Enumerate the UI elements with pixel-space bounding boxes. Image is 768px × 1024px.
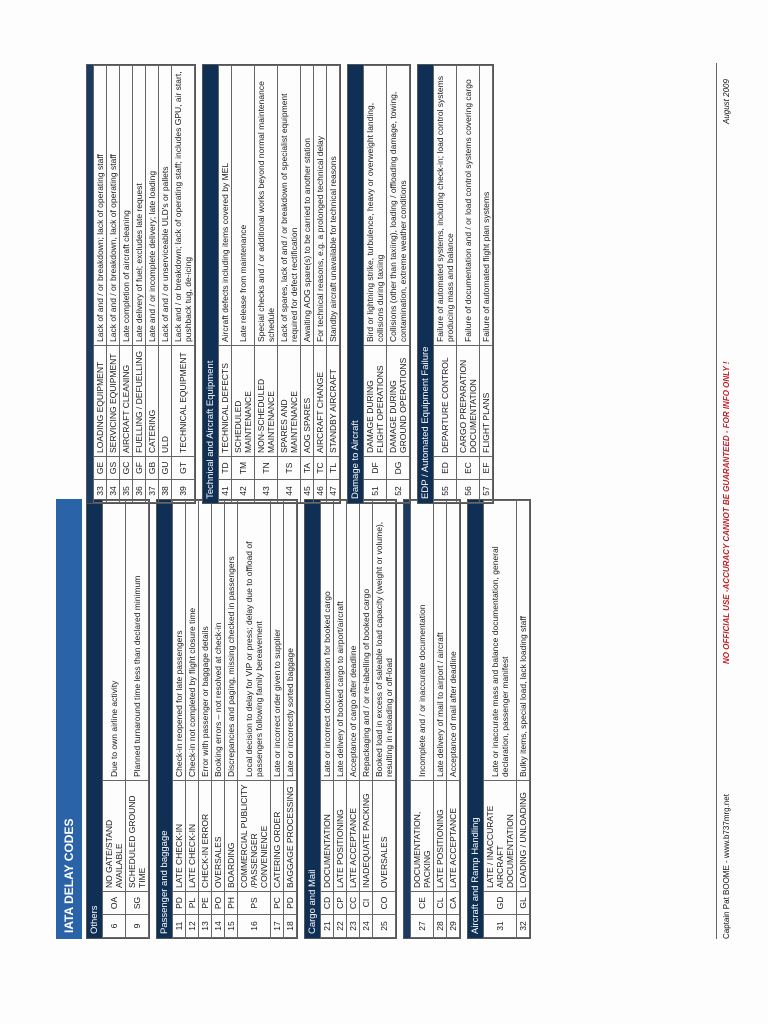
delay-number: 37 xyxy=(146,480,159,503)
delay-name: NON-SCHEDULED MAINTENANCE xyxy=(255,346,278,457)
delay-description: Check-in reopened for late passengers xyxy=(173,501,186,781)
delay-name: LATE POSITIONING xyxy=(334,781,347,892)
delay-description: Incomplete and / or inaccurate documentation xyxy=(411,501,434,781)
table-row xyxy=(225,501,238,938)
delay-code: GE xyxy=(94,457,107,480)
table-row xyxy=(159,66,172,503)
delay-description: Late or incorrect documentation for booked cargo xyxy=(321,501,334,781)
delay-description: Acceptance of mail after deadline xyxy=(447,501,460,781)
delay-code: TN xyxy=(255,457,278,480)
delay-name: BOARDING xyxy=(225,781,238,892)
delay-description: Booked load in excess of saleable load capacity (weight or volume), resulting in reloading or off-load xyxy=(373,501,396,781)
section-heading: Cargo and Mail xyxy=(305,500,320,938)
delay-number: 38 xyxy=(159,480,172,503)
table-row xyxy=(480,66,493,503)
delay-number: 39 xyxy=(172,480,195,503)
delay-description: Lack and / or breakdown; lack of operating staff; includes GPU, air start, pushback tug, de-icing xyxy=(172,66,195,346)
delay-number: 42 xyxy=(232,480,255,503)
delay-description: Late delivery of mail to airport / aircraft xyxy=(434,501,447,781)
delay-code: CD xyxy=(321,892,334,915)
delay-number: 33 xyxy=(94,480,107,503)
page-title: IATA DELAY CODES xyxy=(56,499,82,939)
delay-number: 35 xyxy=(120,480,133,503)
delay-code: GL xyxy=(517,892,530,915)
delay-code: TA xyxy=(301,457,314,480)
table-row xyxy=(238,501,271,938)
table-row xyxy=(94,66,107,503)
delay-description: Local decision to delay for VIP or press; delay due to offload of passengers following family bereavement xyxy=(238,501,271,781)
delay-description: Discrepancies and paging, missing checked in passengers xyxy=(225,501,238,781)
delay-number: 11 xyxy=(173,915,186,938)
delay-number: 43 xyxy=(255,480,278,503)
delay-name: SPARES AND MAINTENANCE xyxy=(278,346,301,457)
table-row xyxy=(411,501,434,938)
delay-name: SCHEDULED MAINTENANCE xyxy=(232,346,255,457)
delay-description: Due to own airline activity xyxy=(103,501,126,781)
delay-description: For technical reasons, e.g. a prolonged technical delay xyxy=(314,66,327,346)
table-row xyxy=(364,66,387,503)
delay-number: 9 xyxy=(126,915,149,938)
footer-divider xyxy=(716,63,717,939)
delay-name: ULD xyxy=(159,346,172,457)
delay-code: EF xyxy=(480,457,493,480)
delay-section xyxy=(304,499,397,939)
delay-name: LATE / INACCURATE AIRCRAFT DOCUMENTATION xyxy=(484,781,517,892)
delay-code: ED xyxy=(434,457,457,480)
left-column xyxy=(86,499,712,939)
table-row xyxy=(373,501,396,938)
table-row xyxy=(278,66,301,503)
delay-name: COMMERCIAL PUBLICITY /PASSENGER CONVENIENCE xyxy=(238,781,271,892)
table-row xyxy=(133,66,146,503)
delay-name: CATERING ORDER xyxy=(271,781,284,892)
delay-table xyxy=(172,500,297,938)
delay-code: EC xyxy=(457,457,480,480)
delay-description: Failure of automated flight plan systems xyxy=(480,66,493,346)
table-row xyxy=(434,66,457,503)
delay-code: PS xyxy=(238,892,271,915)
delay-number: 13 xyxy=(199,915,212,938)
delay-code: PC xyxy=(271,892,284,915)
delay-number: 29 xyxy=(447,915,460,938)
table-row xyxy=(232,66,255,503)
footer-date: August 2009 xyxy=(722,79,731,124)
table-row xyxy=(271,501,284,938)
delay-number: 52 xyxy=(387,480,410,503)
delay-code: DF xyxy=(364,457,387,480)
delay-number: 12 xyxy=(186,915,199,938)
table-row xyxy=(255,66,278,503)
delay-number: 44 xyxy=(278,480,301,503)
delay-description: Acceptance of cargo after deadline xyxy=(347,501,360,781)
delay-name: DAMAGE DURING GROUND OPERATIONS xyxy=(387,346,410,457)
delay-name: AIRCRAFT CLEANING xyxy=(120,346,133,457)
table-row xyxy=(126,501,149,938)
delay-name: CARGO PREPARATION DOCUMENTATION xyxy=(457,346,480,457)
delay-code: GU xyxy=(159,457,172,480)
delay-name: INADEQUATE PACKING xyxy=(360,781,373,892)
delay-number: 55 xyxy=(434,480,457,503)
section-heading: Damage to Aircraft xyxy=(348,65,363,503)
delay-number: 46 xyxy=(314,480,327,503)
delay-code: GT xyxy=(172,457,195,480)
delay-number: 14 xyxy=(212,915,225,938)
delay-number: 47 xyxy=(327,480,340,503)
delay-number: 25 xyxy=(373,915,396,938)
section-heading: EDP / Automated Equipment Failure xyxy=(418,65,433,503)
delay-number: 21 xyxy=(321,915,334,938)
delay-table xyxy=(218,65,340,503)
table-row xyxy=(173,501,186,938)
delay-name: AOG SPARES xyxy=(301,346,314,457)
table-row xyxy=(301,66,314,503)
delay-section xyxy=(86,64,196,504)
table-row xyxy=(284,501,297,938)
delay-description: Late delivery of fuel; excludes late request xyxy=(133,66,146,346)
delay-description: Planned turnaround time less than declared minimum xyxy=(126,501,149,781)
table-row xyxy=(107,66,120,503)
delay-name: SCHEDULED GROUND TIME xyxy=(126,781,149,892)
delay-name: LATE CHECK-IN xyxy=(186,781,199,892)
delay-table xyxy=(410,500,460,938)
delay-table xyxy=(320,500,396,938)
delay-section xyxy=(417,64,494,504)
delay-name: NO GATE/STAND AVAILABLE xyxy=(103,781,126,892)
table-row xyxy=(484,501,517,938)
delay-description: Late release from maintenance xyxy=(232,66,255,346)
delay-number: 31 xyxy=(484,915,517,938)
delay-number: 18 xyxy=(284,915,297,938)
table-row xyxy=(347,501,360,938)
table-row xyxy=(120,66,133,503)
right-column xyxy=(86,64,712,504)
delay-description: Special checks and / or additional works beyond normal maintenance schedule xyxy=(255,66,278,346)
delay-number: 24 xyxy=(360,915,373,938)
section-heading: Others xyxy=(87,500,102,938)
table-row xyxy=(199,501,212,938)
section-heading: Passenger and baggage xyxy=(157,500,172,938)
delay-number: 34 xyxy=(107,480,120,503)
delay-code: TL xyxy=(327,457,340,480)
delay-code: CI xyxy=(360,892,373,915)
delay-code: GF xyxy=(133,457,146,480)
delay-name: AIRCRAFT CHANGE xyxy=(314,346,327,457)
delay-number: 45 xyxy=(301,480,314,503)
table-row xyxy=(434,501,447,938)
delay-name: CHECK-IN ERROR xyxy=(199,781,212,892)
delay-code: TC xyxy=(314,457,327,480)
delay-number: 23 xyxy=(347,915,360,938)
delay-description: Collisions (other than taxiing), loading / offloading damage, towing, contamination, extreme weather conditions xyxy=(387,66,410,346)
delay-description: Late completion of aircraft cleaning xyxy=(120,66,133,346)
delay-name: DEPARTURE CONTROL xyxy=(434,346,457,457)
delay-name: STANDBY AIRCRAFT xyxy=(327,346,340,457)
table-row xyxy=(457,66,480,503)
delay-section xyxy=(403,499,461,939)
section-heading: Technical and Aircraft Equipment xyxy=(203,65,218,503)
delay-number: 32 xyxy=(517,915,530,938)
delay-number: 6 xyxy=(103,915,126,938)
delay-description: Awaiting AOG spare(s) to be carried to another station xyxy=(301,66,314,346)
delay-description: Aircraft defects including items covered by MEL xyxy=(219,66,232,346)
delay-code: CP xyxy=(334,892,347,915)
delay-number: 41 xyxy=(219,480,232,503)
delay-description: Lack of and / or breakdown, lack of operating staff xyxy=(107,66,120,346)
delay-table xyxy=(433,65,493,503)
delay-name: LATE POSITIONING xyxy=(434,781,447,892)
delay-code: PE xyxy=(199,892,212,915)
delay-code: PD xyxy=(284,892,297,915)
delay-name: CATERING xyxy=(146,346,159,457)
footer-disclaimer: NO OFFICIAL USE -ACCURACY CANNOT BE GUARANTEED - FOR INFO ONLY ! xyxy=(722,361,731,664)
table-row xyxy=(186,501,199,938)
delay-description: Failure of automated systems, including check-in; load control systems producing mass and balance xyxy=(434,66,457,346)
delay-number: 36 xyxy=(133,480,146,503)
delay-name: LOADING / UNLOADING xyxy=(517,781,530,892)
delay-description: Bulky items, special load, lack loading staff xyxy=(517,501,530,781)
delay-section xyxy=(202,64,341,504)
table-row xyxy=(517,501,530,938)
delay-number: 57 xyxy=(480,480,493,503)
table-row xyxy=(360,501,373,938)
delay-section xyxy=(86,499,150,939)
table-row xyxy=(212,501,225,938)
delay-code: GB xyxy=(146,457,159,480)
delay-code: GD xyxy=(484,892,517,915)
table-row xyxy=(447,501,460,938)
delay-name: FUELLING / DEFUELLING xyxy=(133,346,146,457)
delay-name: DOCUMENTATION xyxy=(321,781,334,892)
delay-description: Bird or lightning strike, turbulence, heavy or overweight landing, collisions during taxiing xyxy=(364,66,387,346)
delay-name: DAMAGE DURING FLIGHT OPERATIONS xyxy=(364,346,387,457)
table-row xyxy=(321,501,334,938)
delay-table xyxy=(363,65,410,503)
delay-description: Repackaging and / or re-labelling of booked cargo xyxy=(360,501,373,781)
table-row xyxy=(327,66,340,503)
delay-code: PD xyxy=(173,892,186,915)
delay-name: SERVICING EQUIPMENT xyxy=(107,346,120,457)
delay-table xyxy=(483,500,530,938)
footer-author: Captain Pat BOOME - www.b737mrg.net xyxy=(722,794,731,939)
delay-table xyxy=(102,500,149,938)
delay-description: Lack of and / or breakdown; lack of operating staff xyxy=(94,66,107,346)
table-row xyxy=(103,501,126,938)
delay-description: Standby aircraft unavailable for technical reasons xyxy=(327,66,340,346)
table-row xyxy=(219,66,232,503)
delay-code: CA xyxy=(447,892,460,915)
delay-number: 56 xyxy=(457,480,480,503)
delay-section xyxy=(347,64,411,504)
delay-number: 17 xyxy=(271,915,284,938)
table-row xyxy=(387,66,410,503)
delay-name: LATE ACCEPTANCE xyxy=(347,781,360,892)
delay-number: 51 xyxy=(364,480,387,503)
delay-code: TS xyxy=(278,457,301,480)
delay-code: GC xyxy=(120,457,133,480)
delay-description: Failure of documentation and / or load control systems covering cargo xyxy=(457,66,480,346)
delay-name: DOCUMENTATION, PACKING xyxy=(411,781,434,892)
delay-name: TECHNICAL EQUIPMENT xyxy=(172,346,195,457)
table-row xyxy=(146,66,159,503)
delay-code: TD xyxy=(219,457,232,480)
delay-number: 16 xyxy=(238,915,271,938)
delay-name: OVERSALES xyxy=(212,781,225,892)
delay-name: LOADING EQUIPMENT xyxy=(94,346,107,457)
delay-description: Lack of spares, lack of and / or breakdown of specialist equipment required for defect rectification xyxy=(278,66,301,346)
delay-description: Late and / or incomplete delivery; late loading xyxy=(146,66,159,346)
table-row xyxy=(334,501,347,938)
delay-code: PL xyxy=(186,892,199,915)
delay-code: CO xyxy=(373,892,396,915)
delay-section xyxy=(467,499,531,939)
delay-code: CC xyxy=(347,892,360,915)
delay-number: 15 xyxy=(225,915,238,938)
delay-name: FLIGHT PLANS xyxy=(480,346,493,457)
delay-code: CL xyxy=(434,892,447,915)
delay-name: OVERSALES xyxy=(373,781,396,892)
delay-code: TM xyxy=(232,457,255,480)
delay-number: 28 xyxy=(434,915,447,938)
delay-description: Check-in not completed by flight closure time xyxy=(186,501,199,781)
delay-code: PH xyxy=(225,892,238,915)
delay-name: LATE ACCEPTANCE xyxy=(447,781,460,892)
delay-description: Error with passenger or baggage details xyxy=(199,501,212,781)
delay-code: CE xyxy=(411,892,434,915)
delay-description: Late delivery of booked cargo to airport/aircraft xyxy=(334,501,347,781)
delay-number: 27 xyxy=(411,915,434,938)
delay-description: Late or incorrect order given to supplier xyxy=(271,501,284,781)
table-row xyxy=(172,66,195,503)
delay-code: PO xyxy=(212,892,225,915)
delay-description: Late or inaccurate mass and balance documentation, general declaration, passenger manifest xyxy=(484,501,517,781)
delay-name: TECHNICAL DEFECTS xyxy=(219,346,232,457)
delay-description: Late or incorrectly sorted baggage xyxy=(284,501,297,781)
delay-section xyxy=(156,499,298,939)
delay-table xyxy=(93,65,195,503)
delay-name: BAGGAGE PROCESSING xyxy=(284,781,297,892)
delay-name: LATE CHECK-IN xyxy=(173,781,186,892)
delay-number: 22 xyxy=(334,915,347,938)
table-row xyxy=(314,66,327,503)
delay-code: DG xyxy=(387,457,410,480)
delay-description: Lack of and / or unserviceable ULD's or pallets xyxy=(159,66,172,346)
delay-code: OA xyxy=(103,892,126,915)
delay-code: SG xyxy=(126,892,149,915)
section-heading: Aircraft and Ramp Handling xyxy=(468,500,483,938)
delay-code: GS xyxy=(107,457,120,480)
delay-description: Booking errors – not resolved at check-in xyxy=(212,501,225,781)
